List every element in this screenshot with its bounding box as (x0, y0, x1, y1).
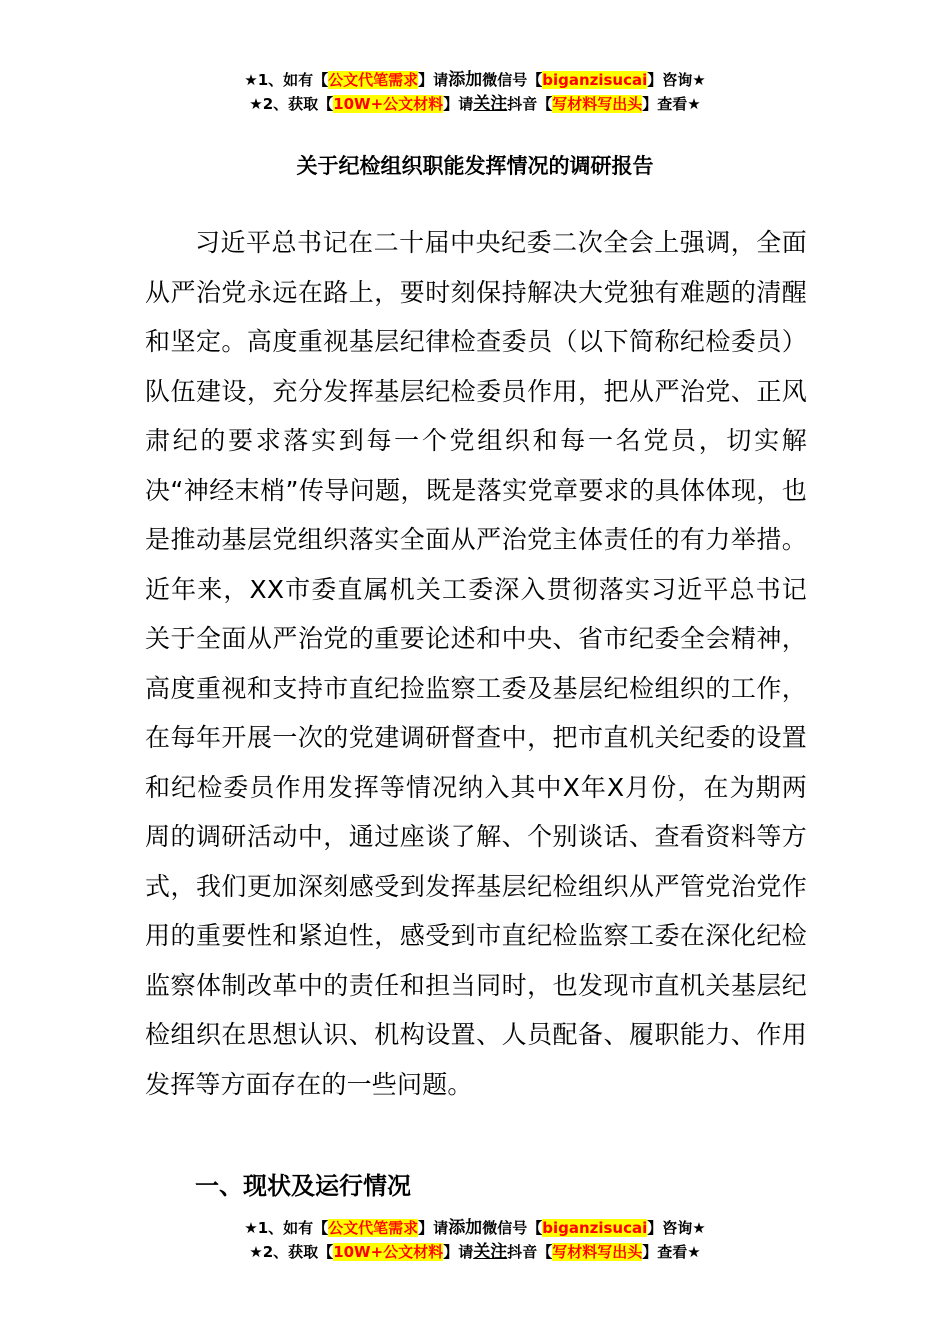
banner-highlight-service: 公文代笔需求 (328, 71, 419, 89)
banner-highlight-service: 公文代笔需求 (328, 1219, 419, 1237)
banner-highlight-materials: 10W+公文材料 (333, 1243, 444, 1261)
banner-highlight-wechat-id: biganzisucai (542, 1219, 648, 1237)
document-title: 关于纪检组织职能发挥情况的调研报告 (296, 154, 654, 178)
banner-highlight-materials: 10W+公文材料 (333, 95, 444, 113)
banner-line-1: ★1、如有【公文代笔需求】请添加微信号【biganzisucai】咨询★ (244, 70, 706, 90)
banner-line-2: ★2、获取【10W+公文材料】请关注抖音【写材料写出头】查看★ (249, 1242, 701, 1262)
banner-highlight-wechat-id: biganzisucai (542, 71, 648, 89)
banner-line-2: ★2、获取【10W+公文材料】请关注抖音【写材料写出头】查看★ (249, 94, 701, 114)
banner-line-1: ★1、如有【公文代笔需求】请添加微信号【biganzisucai】咨询★ (244, 1218, 706, 1238)
body-paragraph: 习近平总书记在二十届中央纪委二次全会上强调，全面从严治党永远在路上，要时刻保持解决大党独有难题的清醒和坚定。高度重视基层纪律检查委员（以下简称纪检委员）队伍建设，充分发挥基层纪检委员作用，把从严治党、正风肃纪的要求落实到每一个党组织和每一名党员，切实解决“神经末梢”传导问题，既是落实党章要求的具体体现，也是推动基层党组织落实全面从严治党主体责任的有力举措。近年来，XX市委直属机关工委深入贯彻落实习近平总书记关于全面从严治党的重要论述和中央、省市纪委全会精神，高度重视和支持市直纪捡监察工委及基层纪检组织的工作，在每年开展一次的党建调研督查中，把市直机关纪委的设置和纪检委员作用发挥等情况纳入其中X年X月份，在为期两周的调研活动中，通过座谈了解、个别谈话、查看资料等方式，我们更加深刻感受到发挥基层纪检组织从严管党治党作用的重要性和紧迫性，感受到市直纪检监察工委在深化纪检监察体制改革中的责任和担当同时，也发现市直机关基层纪检组织在思想认识、机构设置、人员配备、履职能力、作用发挥等方面存在的一些问题。 (145, 228, 807, 1099)
banner-highlight-douyin: 写材料写出头 (552, 1243, 643, 1261)
header-banner (0, 68, 950, 116)
banner-highlight-douyin: 写材料写出头 (552, 95, 643, 113)
footer-banner (0, 1216, 950, 1264)
section-heading: 一、现状及运行情况 (195, 1172, 411, 1200)
